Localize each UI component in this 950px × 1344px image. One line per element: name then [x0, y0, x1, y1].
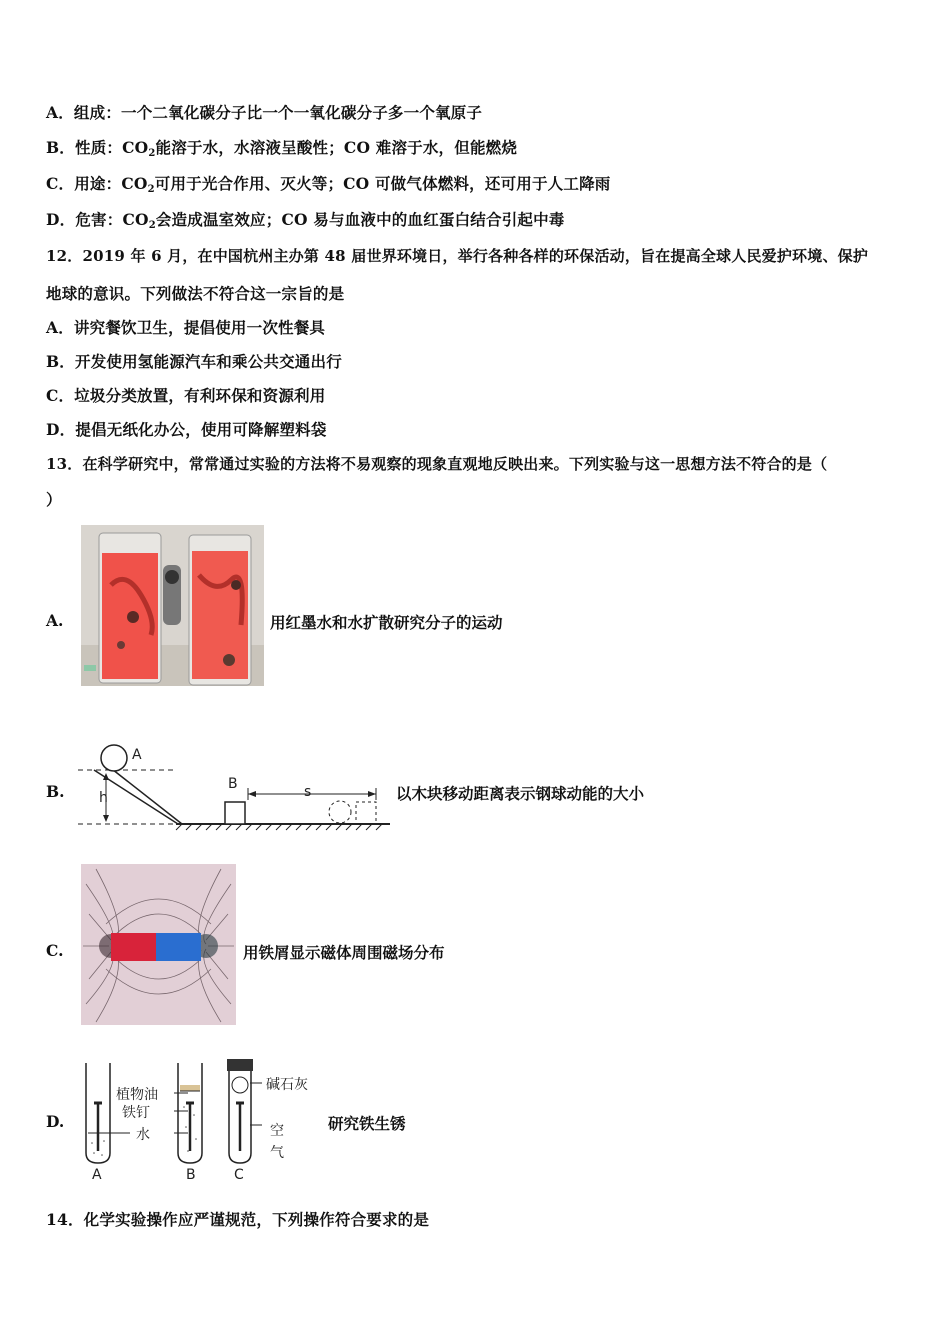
q13-option-c-label: C.	[46, 941, 64, 960]
diffusion-photo	[81, 525, 264, 686]
q11-option-d-text-post: 会造成温室效应；CO 易与血液中的血红蛋白结合引起中毒	[155, 210, 565, 229]
q14-stem: 14．化学实验操作应严谨规范，下列操作符合要求的是	[46, 1210, 430, 1229]
fig-b-label-ball: A	[132, 747, 142, 763]
q12-option-d: D．提倡无纸化办公，使用可降解塑料袋	[46, 420, 327, 439]
fig-d-label-air2: 气	[270, 1145, 284, 1161]
fig-d-label-water: 水	[136, 1127, 150, 1143]
fig-d-label-oil: 植物油	[116, 1087, 158, 1103]
q11-option-c-subscript: 2	[147, 184, 155, 195]
q11-option-b	[46, 136, 517, 159]
fig-b-label-distance: s	[304, 784, 312, 800]
fig-d-label-nail: 铁钉	[122, 1105, 150, 1121]
q12-option-c: C．垃圾分类放置，有利环保和资源利用	[46, 386, 326, 405]
q11-option-b-text-post: 能溶于水，水溶液呈酸性；CO 难溶于水，但能燃烧	[155, 138, 518, 157]
q12-option-a: A．讲究餐饮卫生，提倡使用一次性餐具	[46, 318, 326, 337]
q11-option-a	[46, 101, 482, 123]
steel-ball-a	[101, 745, 127, 771]
fig-b-label-height: h	[99, 790, 108, 806]
magnet-field-photo	[81, 864, 236, 1025]
q13-option-a-caption: 用红墨水和水扩散研究分子的运动	[270, 613, 503, 632]
q13-option-d-label: D.	[46, 1112, 65, 1131]
q13-option-b-caption: 以木块移动距离表示钢球动能的大小	[396, 784, 645, 803]
fig-d-label-air1: 空	[270, 1123, 284, 1139]
q11-option-d-subscript: 2	[148, 220, 156, 231]
wood-block-b	[225, 802, 245, 824]
q11-option-b-text-pre: B．性质：CO	[46, 138, 149, 157]
q11-option-a-text: A．组成：一个二氧化碳分子比一个一氧化碳分子多一个氧原子	[46, 103, 483, 122]
fig-d-tube-a: A	[92, 1167, 102, 1183]
q11-option-d-text-pre: D．危害：CO	[46, 210, 149, 229]
q13-option-a-label: A.	[46, 611, 64, 630]
q13-option-c-caption: 用铁屑显示磁体周围磁场分布	[243, 943, 445, 962]
fig-d-tube-c: C	[234, 1167, 244, 1183]
incline-diagram	[76, 740, 394, 832]
q11-option-c-text-post: 可用于光合作用、灭火等；CO 可做气体燃料，还可用于人工降雨	[154, 174, 611, 193]
q12-stem-line2: 地球的意识。下列做法不符合这一宗旨的是	[46, 284, 345, 303]
q13-option-b-label: B.	[46, 782, 65, 801]
q13-option-d-caption: 研究铁生锈	[328, 1114, 406, 1133]
fig-b-label-block: B	[228, 776, 238, 792]
q12-stem-line1: 12．2019 年 6 月，在中国杭州主办第 48 届世界环境日，举行各种各样的环保活动，旨在提高全球人民爱护环境、保护	[46, 247, 869, 265]
test-tubes-diagram	[80, 1055, 330, 1185]
q11-option-d	[46, 208, 565, 231]
fig-d-tube-b: B	[186, 1167, 196, 1183]
q11-option-b-subscript: 2	[148, 148, 156, 159]
q11-option-c	[46, 172, 611, 195]
q13-stem-line2: ）	[46, 490, 62, 509]
q13-stem-line1: 13．在科学研究中，常常通过实验的方法将不易观察的现象直观地反映出来。下列实验与这一思想方法不符合的是（	[46, 455, 828, 473]
q11-option-c-text-pre: C．用途：CO	[46, 174, 148, 193]
q12-option-b: B．开发使用氢能源汽车和乘公共交通出行	[46, 352, 342, 371]
fig-d-label-lime: 碱石灰	[266, 1077, 308, 1093]
